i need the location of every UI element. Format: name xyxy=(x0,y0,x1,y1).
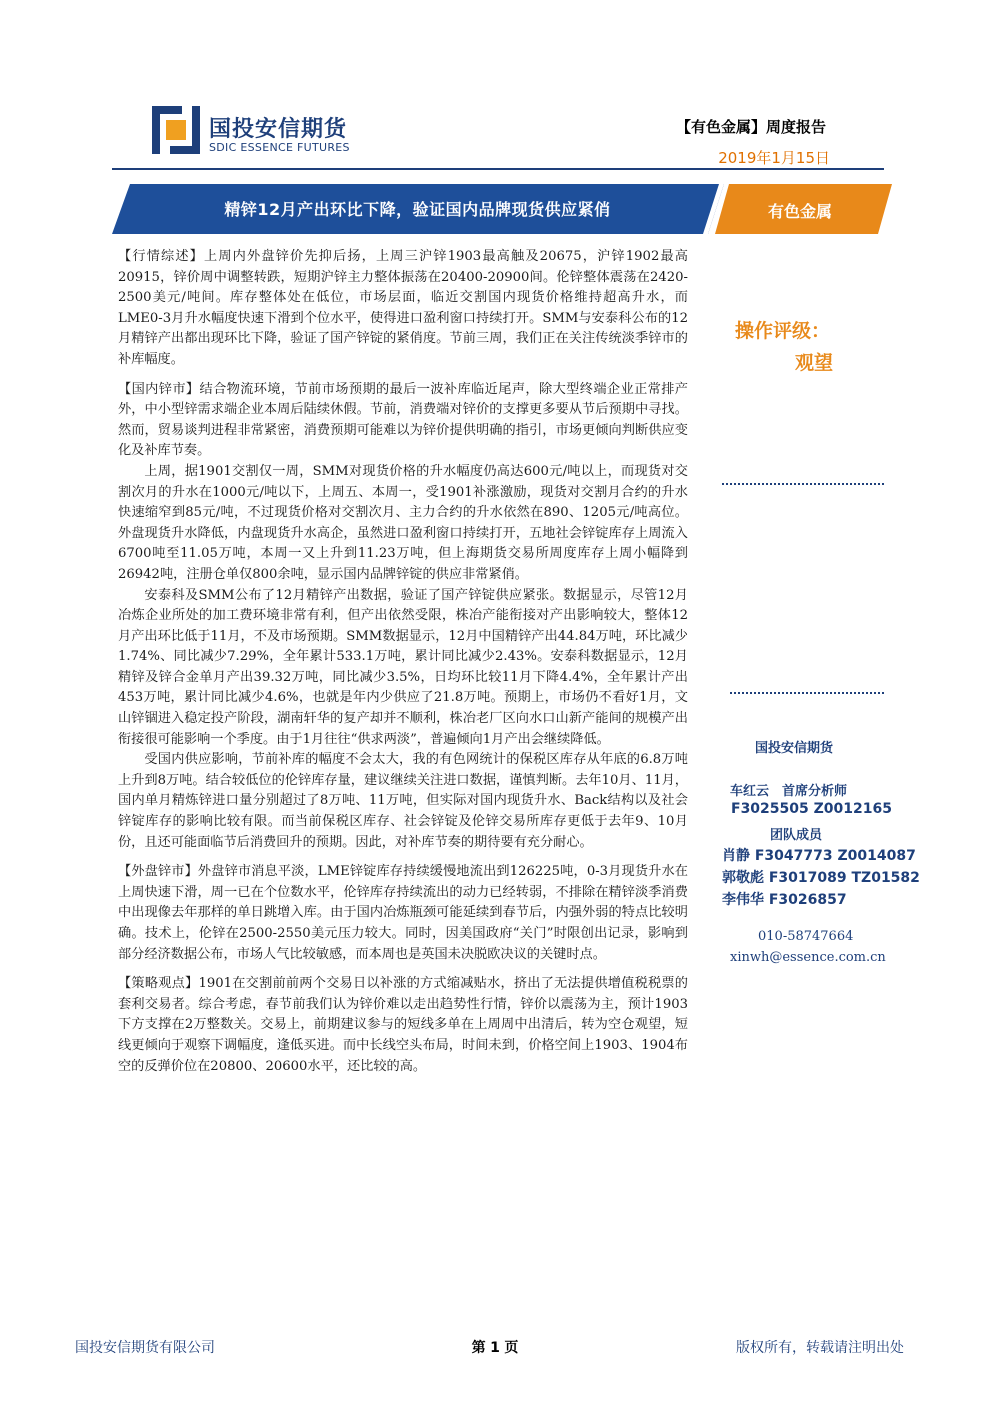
contact-phone: 010-58747664 xyxy=(758,929,854,944)
page-prefix: 第 xyxy=(471,1340,486,1356)
market-summary-paragraph: 【行情综述】上周内外盘锌价先抑后扬，上周三沪锌1903最高触及20675，沪锌1902最高20915，锌价周中调整转跌，短期沪锌主力整体振荡在20400-20900间。伦锌整体震荡在2420-2500美元/吨间。库存整体处在低位，市场层面，临近交割国内现货价格维持超高升水，而LME0-3月升水幅度快速下滑到个位水平，使得进口盈利窗口持续打开。SMM与安泰科公布的12月精锌产出都出现环比下降，验证了国产锌锭的紧俏度。节前三周，我们正在关注传统淡季锌市的补库幅度。 xyxy=(118,249,688,367)
analyst-company: 国投安信期货 xyxy=(755,741,834,756)
lead-analyst: 车红云 首席分析师 xyxy=(730,784,848,799)
domestic-market-paragraph: 【国内锌市】结合物流环境，节前市场预期的最后一波补库临近尾声，除大型终端企业正常排产外，中小型锌需求端企业本周后陆续休假。节前，消费端对锌价的支撑更多要从节后预期中寻找。然而，贸易谈判进程非常紧密，消费预期可能难以为锌价提供明确的指引，市场更倾向判断供应变化及补库节奏。 xyxy=(118,381,688,459)
team-member: 李伟华 F3026857 xyxy=(722,892,847,908)
page-suffix: 页 xyxy=(504,1340,519,1356)
team-member: 郭敬彪 F3017089 TZ01582 xyxy=(722,870,920,886)
company-logo-english: SDIC ESSENCE FUTURES xyxy=(209,141,350,154)
header-divider xyxy=(112,168,884,170)
domestic-market-paragraph-3: 安泰科及SMM公布了12月精锌产出数据，验证了国产锌锭供应紧张。数据显示，尽管12月冶炼企业所处的加工费环境非常有利，但产出依然受限，株冶产能衔接对产出影响较大，整体12月产出环比低于11月，不及市场预期。SMM数据显示，12月中国精锌产出44.84万吨，环比减少1.74%、同比减少7.29%，全年累计533.1万吨，累计同比减少2.43%。安泰科数据显示，12月精锌及锌合金单月产出39.32万吨，同比减少3.5%，日均环比较11月下降4.4%，全年累计产出453万吨，累计同比减少4.6%，也就是年内少供应了21.8万吨。预期上，市场仍不看好1月，文山锌锢进入稳定投产阶段，湖南轩华的复产却并不顺利，株冶老厂区向水口山新产能间的规模产出衔接很可能影响一个季度。由于1月往往“供求两淡”，普遍倾向1月产出会继续降低。 xyxy=(118,587,688,747)
footer-copyright: 版权所有，转载请注明出处 xyxy=(736,1340,904,1356)
team-member: 肖静 F3047773 Z0014087 xyxy=(722,848,916,864)
report-title: 精锌12月产出环比下降，验证国内品牌现货供应紧俏 xyxy=(224,200,611,219)
sidebar-divider xyxy=(722,483,884,485)
company-logo-text: 国投安信期货 xyxy=(209,117,348,142)
overseas-market-paragraph: 【外盘锌市】外盘锌市消息平淡，LME锌锭库存持续缓慢地流出到126225吨，0-3月现货升水在上周快速下滑，周一已在个位数水平，伦锌库存持续流出的动力已经转弱，不排除在精锌淡季消费中出现像去年那样的单日跳增入库。由于国内冶炼瓶颈可能延续到春节后，内强外弱的特点比较明确。技术上，伦锌在2500-2550美元压力较大。同时，因美国政府“关门”时限创出记录，影响到部分经济数据公布，市场人气比较敏感，而本周也是英国未决脱欧决议的关键时点。 xyxy=(118,864,688,962)
report-date: 2019年1月15日 xyxy=(718,149,830,167)
sidebar-divider xyxy=(730,692,884,694)
contact-email[interactable]: xinwh@essence.com.cn xyxy=(730,950,886,965)
rating-label: 操作评级： xyxy=(735,320,831,342)
domestic-market-paragraph-2: 上周，据1901交割仅一周，SMM对现货价格的升水幅度仍高达600元/吨以上，而现货对交割次月的升水在1000元/吨以下，上周五、本周一，受1901补涨激励，现货对交割月合约的升水快速缩窄到85元/吨，不过现货价格对交割次月、主力合约的升水依然在890、1205元/吨高位。外盘现货升水降低，内盘现货升水高企，虽然进口盈利窗口持续打开，五地社会锌锭库存上周流入6700吨至11.05万吨，本周一又上升到11.23万吨，但上海期货交易所周度库存上周小幅降到26942吨，注册仓单仅800余吨，显示国内品牌锌锭的供应非常紧俏。 xyxy=(118,463,688,582)
rating-value: 观望 xyxy=(795,352,834,374)
footer-company: 国投安信期货有限公司 xyxy=(75,1340,215,1356)
page-number-value: 1 xyxy=(490,1340,500,1356)
domestic-market-paragraph-4: 受国内供应影响，节前补库的幅度不会太大，我的有色网统计的保税区库存从年底的6.8万吨上升到8万吨。结合较低位的伦锌库存量，建议继续关注进口数据，谨慎判断。去年10月、11月，国内单月精炼锌进口量分别超过了8万吨、11万吨，但实际对国内现货升水、Back结构以及社会锌锭库存的影响比较有限。而当前保税区库存、社会锌锭及伦锌交易所库存更低于去年9、10月份，且还可能面临节后消费回升的预期。因此，对补库节奏的期待要有充分耐心。 xyxy=(118,752,688,850)
report-type: 【有色金属】周度报告 xyxy=(675,118,826,136)
lead-analyst-license: F3025505 Z0012165 xyxy=(731,801,892,817)
strategy-paragraph: 【策略观点】1901在交割前前两个交易日以补涨的方式缩减贴水，挤出了无法提供增值税税票的套利交易者。综合考虑，春节前我们认为锌价难以走出趋势性行情，锌价以震荡为主，预计1903下方支撑在2万整数关。交易上，前期建议参与的短线多单在上周周中出清后，转为空仓观望，短线更倾向于观察下调幅度，逢低买进。而中长线空头布局，时间未到，价格空间上1903、1904布空的反弹价位在20800、20600水平，还比较的高。 xyxy=(118,976,688,1074)
page-number xyxy=(440,1337,550,1357)
report-body xyxy=(118,247,688,1086)
company-logo-mark xyxy=(152,106,200,154)
team-members-label: 团队成员 xyxy=(770,828,823,843)
sector-tag: 有色金属 xyxy=(767,202,832,221)
